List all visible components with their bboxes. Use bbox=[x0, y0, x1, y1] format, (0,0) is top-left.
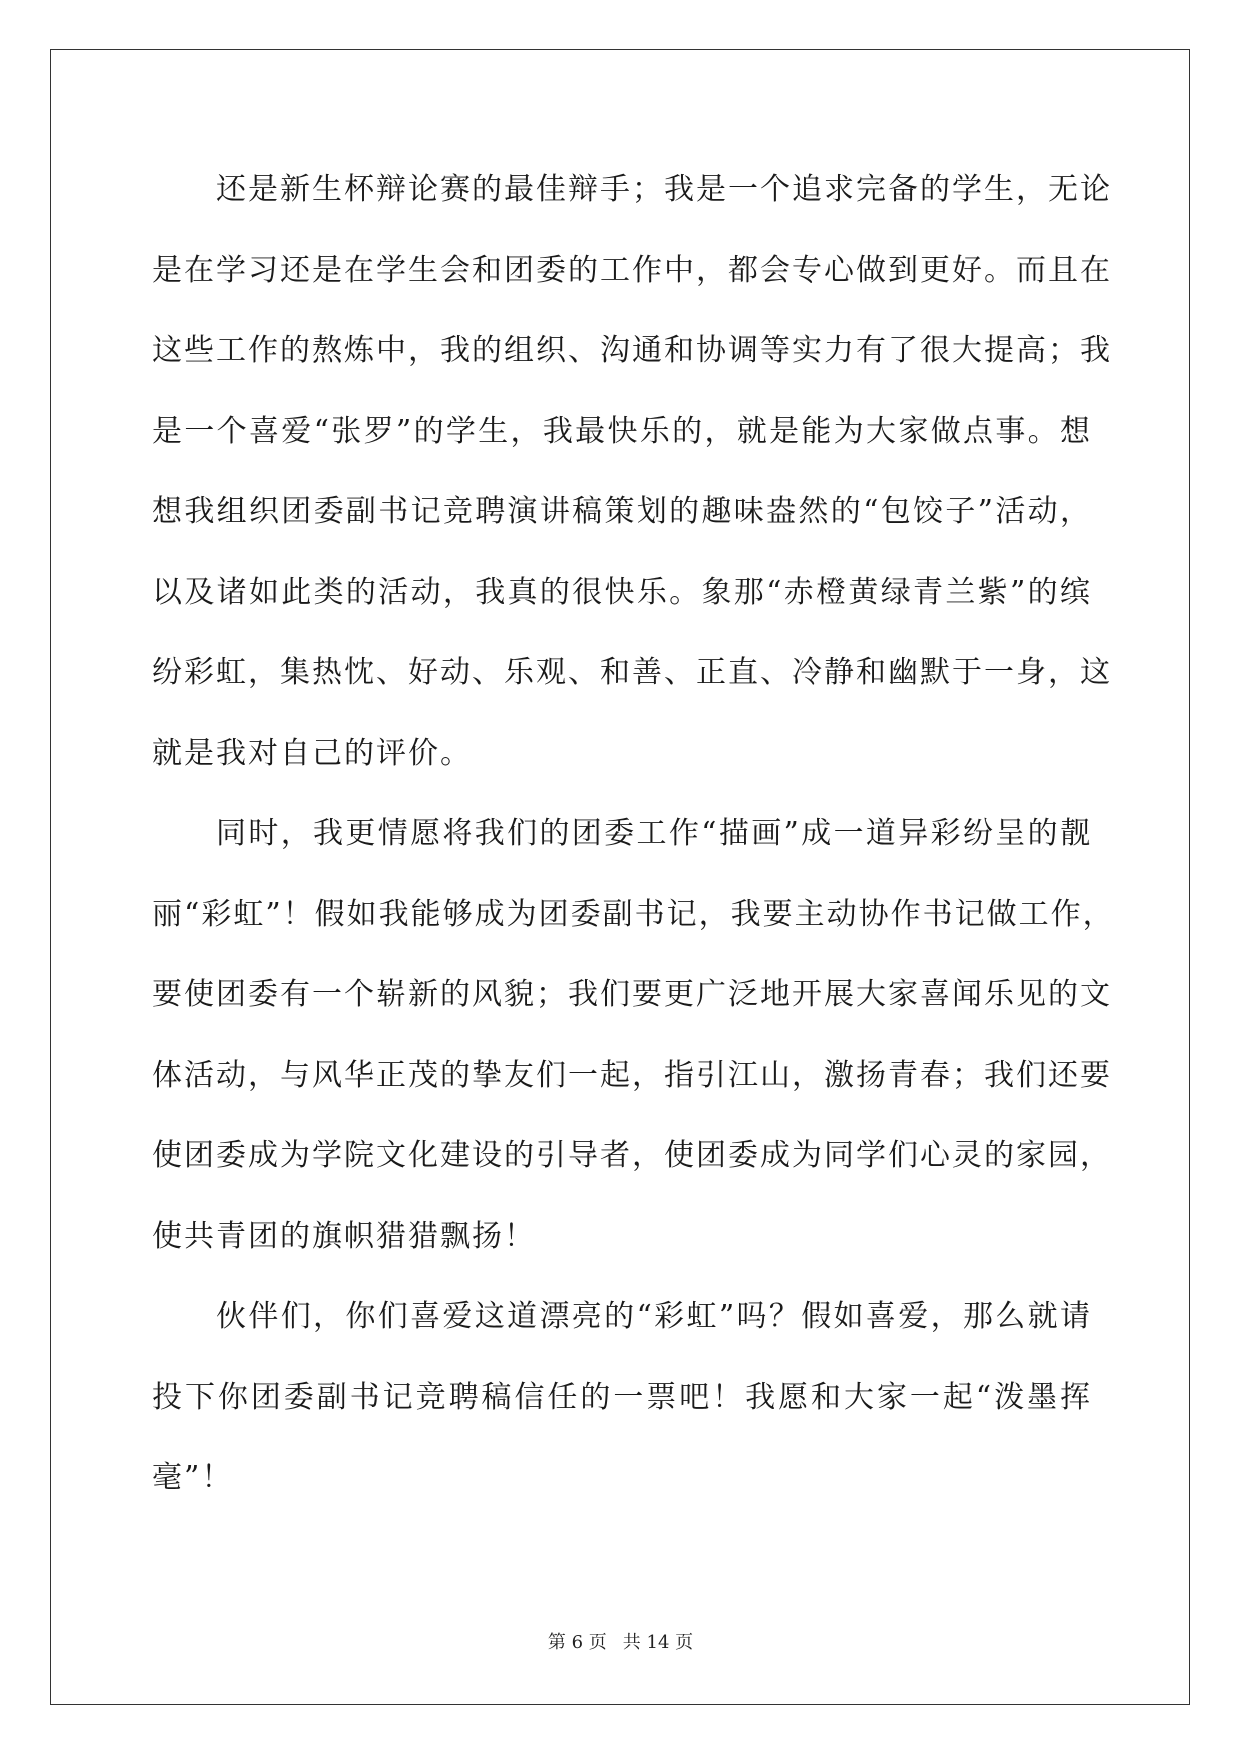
paragraph-1-line-7: 纷彩虹，集热忱、好动、乐观、和善、正直、冷静和幽默于一身，这 bbox=[152, 655, 1112, 690]
paragraph-2-line-6: 使共青团的旗帜猎猎飘扬！ bbox=[152, 1218, 536, 1254]
page-number-label: 第 6 页 bbox=[547, 1632, 607, 1653]
paragraph-1-line-1: 还是新生杯辩论赛的最佳辩手；我是一个追求完备的学生，无论 bbox=[216, 172, 1112, 207]
paragraph-1-line-5: 想我组织团委副书记竞聘演讲稿策划的趣味盎然的“包饺子”活动， bbox=[152, 494, 1092, 529]
paragraph-1-line-2: 是在学习还是在学生会和团委的工作中，都会专心做到更好。而且在 bbox=[152, 252, 1112, 288]
paragraph-2-line-2: 丽“彩虹”！假如我能够成为团委副书记，我要主动协作书记做工作， bbox=[152, 896, 1115, 932]
paragraph-3-line-1: 伙伴们，你们喜爱这道漂亮的“彩虹”吗？假如喜爱，那么就请 bbox=[216, 1299, 1092, 1334]
page-total-label: 共 14 页 bbox=[622, 1632, 694, 1653]
paragraph-2-line-1: 同时，我更情愿将我们的团委工作“描画”成一道异彩纷呈的靓 bbox=[216, 816, 1092, 851]
paragraph-2-line-4: 体活动，与风华正茂的挚友们一起，指引江山，激扬青春；我们还要 bbox=[152, 1057, 1112, 1093]
page-footer bbox=[0, 1628, 1241, 1654]
paragraph-2-line-5: 使团委成为学院文化建设的引导者，使团委成为同学们心灵的家园， bbox=[152, 1138, 1112, 1173]
paragraph-3-line-3: 毫”！ bbox=[152, 1460, 234, 1495]
paragraph-1-line-3: 这些工作的熬炼中，我的组织、沟通和协调等实力有了很大提高；我 bbox=[152, 333, 1112, 368]
paragraph-2-line-3: 要使团委有一个崭新的风貌；我们要更广泛地开展大家喜闻乐见的文 bbox=[152, 977, 1112, 1012]
document-body bbox=[152, 160, 1115, 1529]
paragraph-1-line-8: 就是我对自己的评价。 bbox=[152, 735, 472, 771]
paragraph-1-line-6: 以及诸如此类的活动，我真的很快乐。象那“赤橙黄绿青兰紫”的缤 bbox=[152, 574, 1092, 610]
paragraph-3-line-2: 投下你团委副书记竞聘稿信任的一票吧！我愿和大家一起“泼墨挥 bbox=[152, 1379, 1092, 1415]
paragraph-1-line-4: 是一个喜爱“张罗”的学生，我最快乐的，就是能为大家做点事。想 bbox=[152, 413, 1092, 449]
